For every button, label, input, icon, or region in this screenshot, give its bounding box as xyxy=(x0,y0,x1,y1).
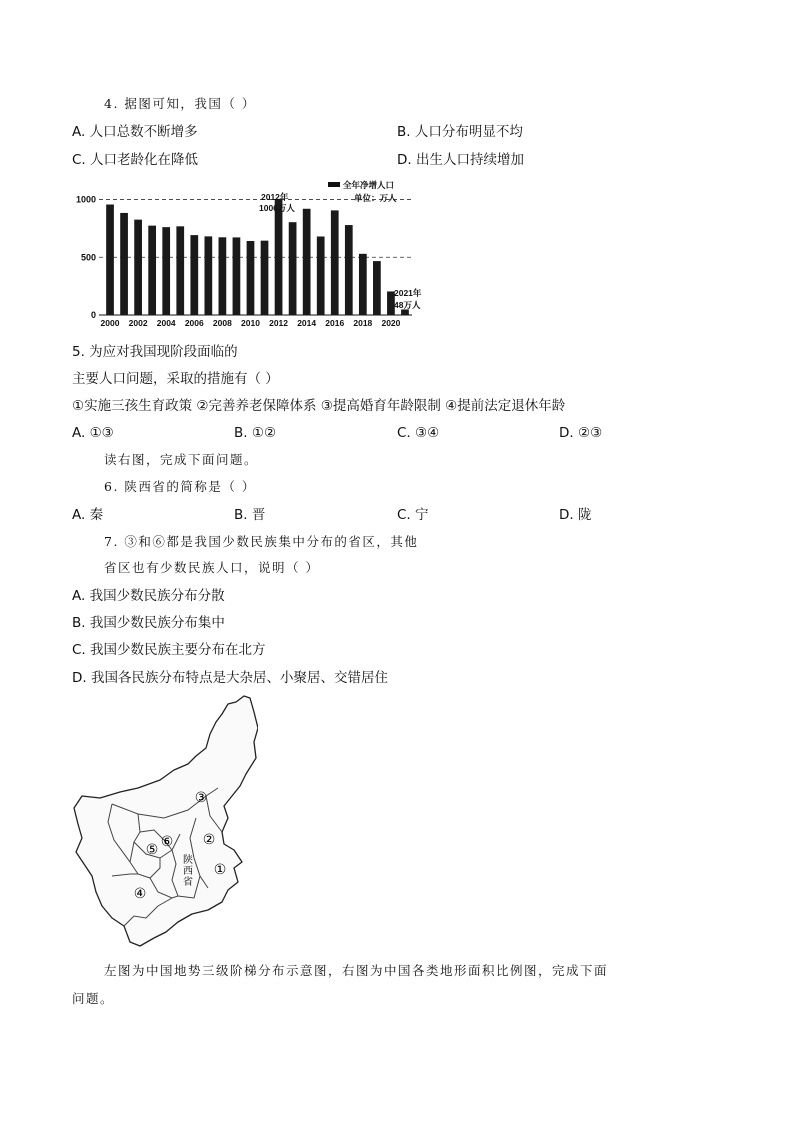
next-intro-line2: 问题。 xyxy=(72,991,115,1006)
q5-option-b: B. ①② xyxy=(234,425,277,441)
q5-stem-line1: 5. 为应对我国现阶段面临的 xyxy=(72,344,238,360)
bar-2019 xyxy=(373,261,381,315)
map-label-1: ① xyxy=(213,862,227,878)
bar-2007 xyxy=(204,236,212,315)
q5-option-c: C. ③④ xyxy=(397,425,440,441)
q6-option-a: A. 秦 xyxy=(72,507,104,523)
q4-stem: 4. 据图可知，我国（ ） xyxy=(104,96,256,111)
q5-measures: ①实施三孩生育政策 ②完善养老保障体系 ③提高婚育年龄限制 ④提前法定退休年龄 xyxy=(72,398,566,414)
bar-2018 xyxy=(359,254,367,315)
map-label-3: ③ xyxy=(194,790,208,806)
q5-option-d: D. ②③ xyxy=(559,425,603,441)
q4-option-a: A. 人口总数不断增多 xyxy=(72,124,198,140)
bar-2006 xyxy=(190,235,198,315)
bar-2013 xyxy=(289,222,297,315)
q4-option-c: C. 人口老龄化在降低 xyxy=(72,152,199,168)
bar-2012 xyxy=(275,199,283,315)
bar-2001 xyxy=(120,213,128,315)
map-label-6: ⑥ xyxy=(160,834,174,850)
bar-2016 xyxy=(331,210,339,315)
bar-2005 xyxy=(176,226,184,315)
annotation-2012-value: 1006万人 xyxy=(259,203,295,213)
q4-option-b: B. 人口分布明显不均 xyxy=(397,124,523,140)
q7-option-d: D. 我国各民族分布特点是大杂居、小聚居、交错居住 xyxy=(72,670,388,686)
annotation-2012-year: 2012年 xyxy=(261,192,289,202)
y-tick-label: 500 xyxy=(80,252,96,263)
x-tick-label: 2008 xyxy=(212,318,232,328)
q6-stem: 6. 陕西省的简称是（ ） xyxy=(104,479,256,494)
x-tick-label: 2020 xyxy=(381,318,401,328)
bar-2009 xyxy=(233,237,241,315)
q5-option-a: A. ①③ xyxy=(72,425,114,441)
annotation-2021-value: 48万人 xyxy=(394,300,421,310)
x-tick-label: 2006 xyxy=(184,318,204,328)
legend-swatch xyxy=(328,182,340,187)
bar-2008 xyxy=(219,237,227,315)
q7-stem-line2: 省区也有少数民族人口，说明（ ） xyxy=(104,560,320,575)
q7-option-a: A. 我国少数民族分布分散 xyxy=(72,588,225,604)
bar-2003 xyxy=(148,226,156,315)
bar-2010 xyxy=(247,241,255,315)
northwest-provinces-map xyxy=(68,692,258,952)
q6-option-c: C. 宁 xyxy=(397,507,429,523)
x-tick-label: 2010 xyxy=(241,318,260,328)
bar-2002 xyxy=(134,220,142,315)
map-shaanxi-label: 省 xyxy=(183,877,193,888)
bar-2021 xyxy=(401,309,409,315)
x-tick-label: 2000 xyxy=(100,318,120,328)
x-tick-label: 2018 xyxy=(353,318,373,328)
x-tick-label: 2016 xyxy=(325,318,345,328)
map-label-4: ④ xyxy=(133,886,147,902)
unit-label: 单位：万人 xyxy=(354,193,397,203)
bar-2011 xyxy=(261,241,269,315)
annotation-2021-year: 2021年 xyxy=(394,288,422,298)
legend-label: 全年净增人口 xyxy=(343,180,395,190)
map-label-2: ② xyxy=(202,832,216,848)
next-intro-line1: 左图为中国地势三级阶梯分布示意图，右图为中国各类地形面积比例图，完成下面 xyxy=(104,963,609,978)
map-shaanxi-label: 陕 xyxy=(183,855,193,866)
bar-2015 xyxy=(317,236,325,315)
q6-option-d: D. 陇 xyxy=(559,507,592,523)
y-tick-label: 1000 xyxy=(75,194,96,205)
q7-option-b: B. 我国少数民族分布集中 xyxy=(72,615,225,631)
y-tick-label: 0 xyxy=(90,310,96,320)
bar-2014 xyxy=(303,209,311,315)
q7-option-c: C. 我国少数民族主要分布在北方 xyxy=(72,642,266,658)
q5-stem-line2: 主要人口问题，采取的措施有（ ） xyxy=(72,371,279,387)
bar-2000 xyxy=(106,205,114,315)
x-tick-label: 2012 xyxy=(269,318,289,328)
q6-option-b: B. 晋 xyxy=(234,507,266,523)
map-shaanxi-label: 西 xyxy=(183,866,193,877)
map-outline xyxy=(74,696,258,946)
read-map-instruction: 读右图，完成下面问题。 xyxy=(104,452,259,467)
x-tick-label: 2004 xyxy=(156,318,176,328)
q4-option-d: D. 出生人口持续增加 xyxy=(397,152,524,168)
x-tick-label: 2014 xyxy=(297,318,317,328)
bar-2004 xyxy=(162,227,170,315)
bar-2017 xyxy=(345,225,353,315)
population-increase-chart xyxy=(68,178,428,333)
x-tick-label: 2002 xyxy=(128,318,148,328)
q7-stem-line1: 7. ③和⑥都是我国少数民族集中分布的省区，其他 xyxy=(104,534,419,549)
map-label-5: ⑤ xyxy=(145,842,159,858)
